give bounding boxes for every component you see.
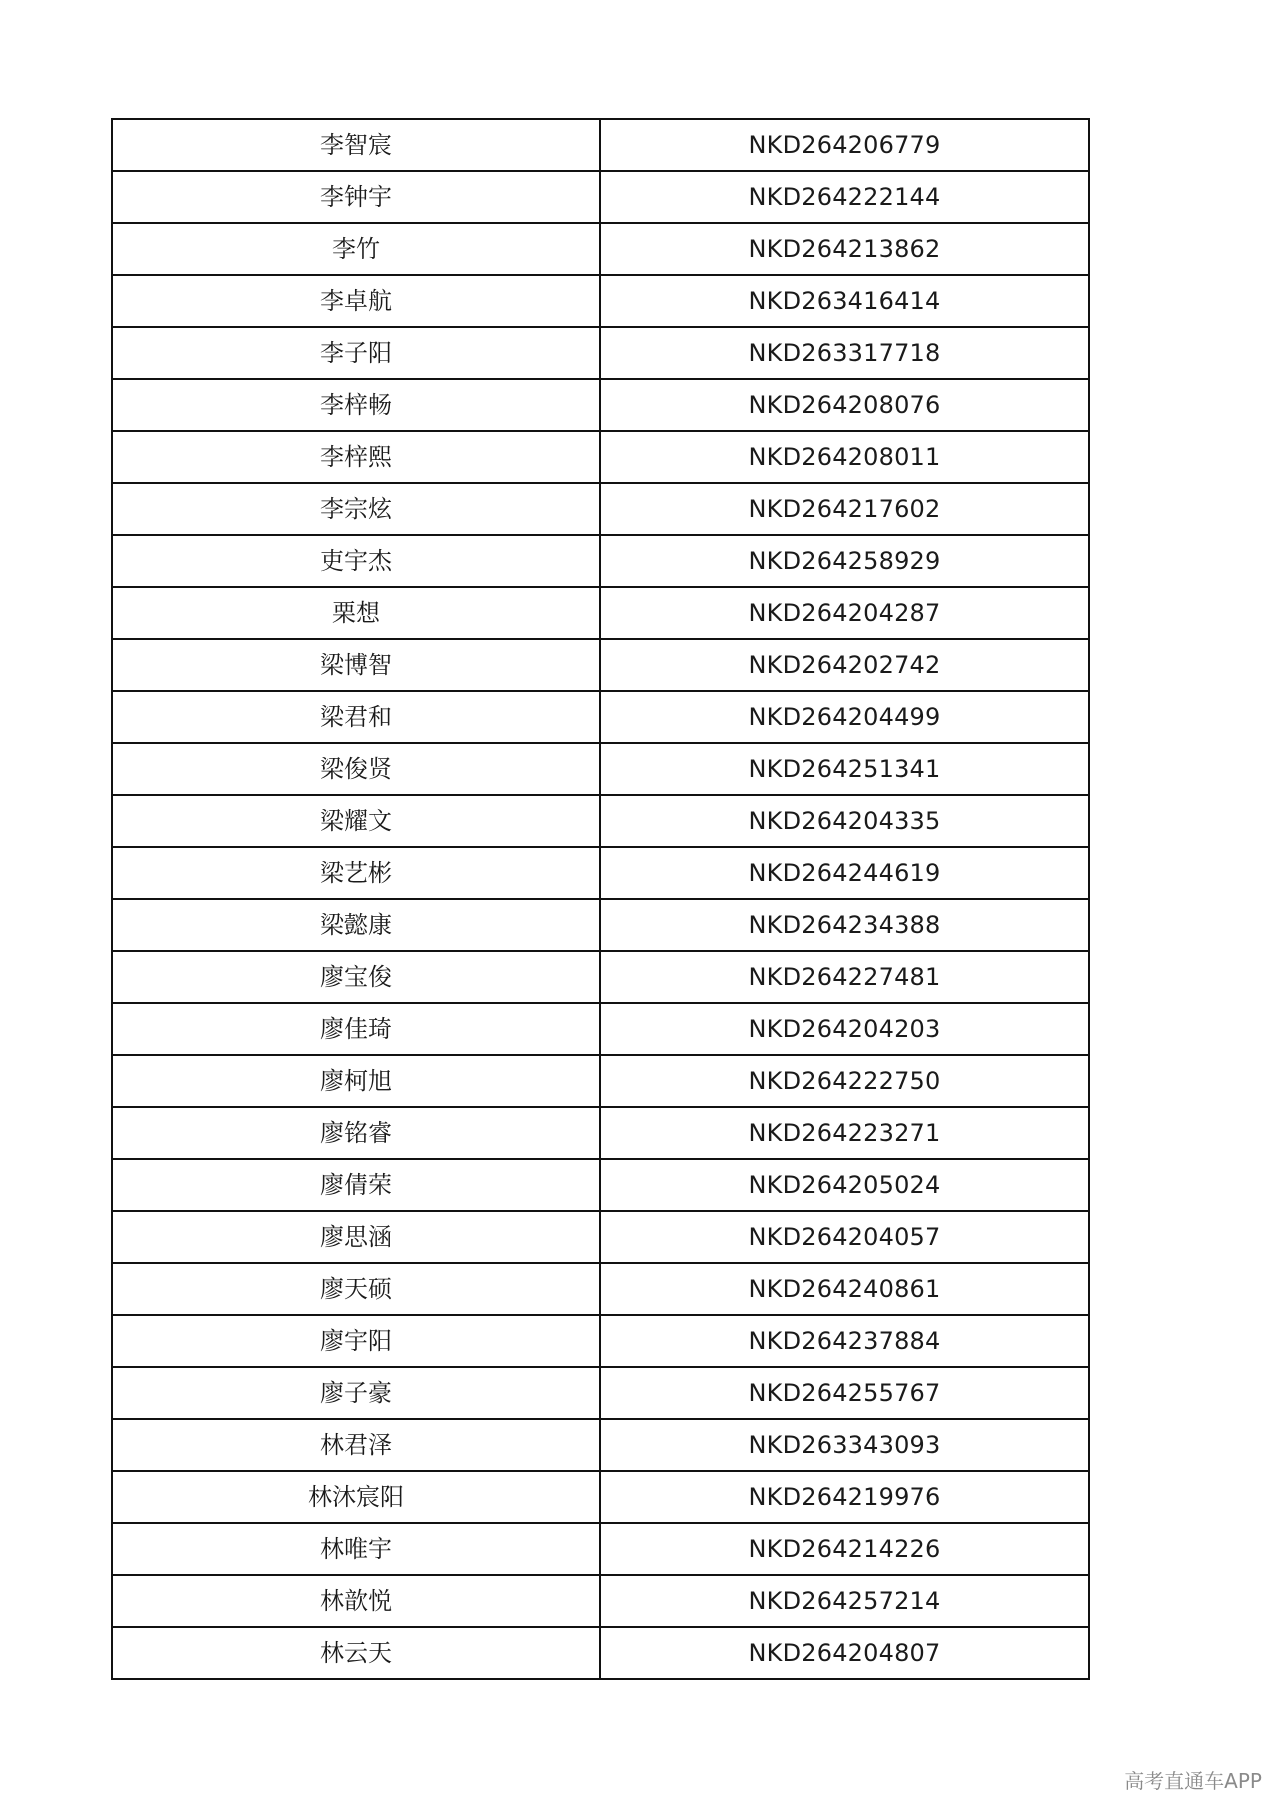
- id-cell: NKD264223271: [600, 1107, 1089, 1159]
- id-cell: NKD264204807: [600, 1627, 1089, 1679]
- id-cell: NKD264240861: [600, 1263, 1089, 1315]
- table-row: [112, 847, 1089, 899]
- table-row: [112, 639, 1089, 691]
- table-row: [112, 691, 1089, 743]
- name-cell: 李子阳: [112, 327, 600, 379]
- name-cell: 林君泽: [112, 1419, 600, 1471]
- id-cell: NKD264257214: [600, 1575, 1089, 1627]
- table-row: [112, 1471, 1089, 1523]
- roster-table-body: [112, 119, 1089, 1679]
- id-cell: NKD264204499: [600, 691, 1089, 743]
- name-cell: 林唯宇: [112, 1523, 600, 1575]
- name-cell: 梁俊贤: [112, 743, 600, 795]
- table-row: [112, 535, 1089, 587]
- name-cell: 廖佳琦: [112, 1003, 600, 1055]
- watermark-text: 高考直通车APP: [1124, 1769, 1262, 1793]
- id-cell: NKD264227481: [600, 951, 1089, 1003]
- name-cell: 林歆悦: [112, 1575, 600, 1627]
- id-cell: NKD264206779: [600, 119, 1089, 171]
- id-cell: NKD264204057: [600, 1211, 1089, 1263]
- name-cell: 李钟宇: [112, 171, 600, 223]
- name-cell: 廖思涵: [112, 1211, 600, 1263]
- id-cell: NKD264234388: [600, 899, 1089, 951]
- table-row: [112, 1523, 1089, 1575]
- table-row: [112, 1055, 1089, 1107]
- table-row: [112, 587, 1089, 639]
- id-cell: NKD264222144: [600, 171, 1089, 223]
- id-cell: NKD264219976: [600, 1471, 1089, 1523]
- table-row: [112, 119, 1089, 171]
- id-cell: NKD264255767: [600, 1367, 1089, 1419]
- table-row: [112, 1211, 1089, 1263]
- name-cell: 李智宸: [112, 119, 600, 171]
- table-row: [112, 1315, 1089, 1367]
- id-cell: NKD264258929: [600, 535, 1089, 587]
- table-row: [112, 899, 1089, 951]
- id-cell: NKD264214226: [600, 1523, 1089, 1575]
- id-cell: NKD264237884: [600, 1315, 1089, 1367]
- id-cell: NKD264202742: [600, 639, 1089, 691]
- name-cell: 李卓航: [112, 275, 600, 327]
- name-cell: 梁君和: [112, 691, 600, 743]
- name-cell: 梁博智: [112, 639, 600, 691]
- table-row: [112, 951, 1089, 1003]
- name-cell: 李宗炫: [112, 483, 600, 535]
- id-cell: NKD264208076: [600, 379, 1089, 431]
- id-cell: NKD264222750: [600, 1055, 1089, 1107]
- name-cell: 廖铭睿: [112, 1107, 600, 1159]
- table-row: [112, 483, 1089, 535]
- id-cell: NKD264205024: [600, 1159, 1089, 1211]
- name-cell: 廖天硕: [112, 1263, 600, 1315]
- table-row: [112, 1263, 1089, 1315]
- id-cell: NKD263416414: [600, 275, 1089, 327]
- roster-table: [111, 118, 1090, 1680]
- id-cell: NKD264204287: [600, 587, 1089, 639]
- name-cell: 廖宝俊: [112, 951, 600, 1003]
- id-cell: NKD264213862: [600, 223, 1089, 275]
- id-cell: NKD264244619: [600, 847, 1089, 899]
- id-cell: NKD264251341: [600, 743, 1089, 795]
- table-row: [112, 327, 1089, 379]
- id-cell: NKD263343093: [600, 1419, 1089, 1471]
- table-row: [112, 743, 1089, 795]
- id-cell: NKD263317718: [600, 327, 1089, 379]
- table-row: [112, 795, 1089, 847]
- name-cell: 李梓熙: [112, 431, 600, 483]
- table-row: [112, 1419, 1089, 1471]
- table-row: [112, 1367, 1089, 1419]
- id-cell: NKD264204335: [600, 795, 1089, 847]
- table-row: [112, 1575, 1089, 1627]
- name-cell: 李梓畅: [112, 379, 600, 431]
- table-row: [112, 1159, 1089, 1211]
- table-row: [112, 275, 1089, 327]
- name-cell: 吏宇杰: [112, 535, 600, 587]
- table-row: [112, 223, 1089, 275]
- name-cell: 林沐宸阳: [112, 1471, 600, 1523]
- table-row: [112, 1627, 1089, 1679]
- id-cell: NKD264204203: [600, 1003, 1089, 1055]
- name-cell: 梁懿康: [112, 899, 600, 951]
- table-row: [112, 1107, 1089, 1159]
- name-cell: 廖柯旭: [112, 1055, 600, 1107]
- table-row: [112, 379, 1089, 431]
- name-cell: 梁艺彬: [112, 847, 600, 899]
- name-cell: 林云天: [112, 1627, 600, 1679]
- name-cell: 栗想: [112, 587, 600, 639]
- name-cell: 梁耀文: [112, 795, 600, 847]
- name-cell: 廖子豪: [112, 1367, 600, 1419]
- table-row: [112, 1003, 1089, 1055]
- table-row: [112, 431, 1089, 483]
- id-cell: NKD264217602: [600, 483, 1089, 535]
- name-cell: 廖宇阳: [112, 1315, 600, 1367]
- table-row: [112, 171, 1089, 223]
- id-cell: NKD264208011: [600, 431, 1089, 483]
- name-cell: 廖倩荣: [112, 1159, 600, 1211]
- name-cell: 李竹: [112, 223, 600, 275]
